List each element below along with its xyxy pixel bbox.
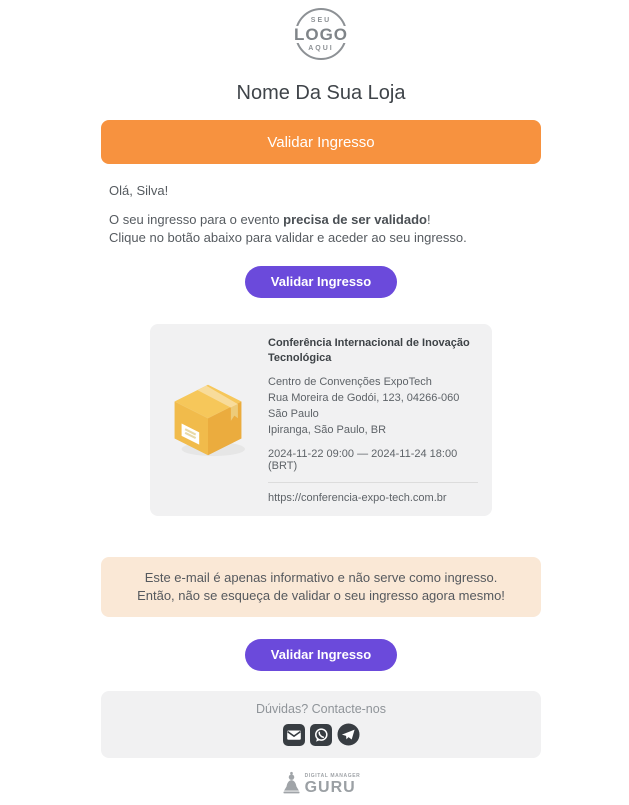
message-line1-suffix: !	[426, 212, 431, 227]
validate-ticket-button[interactable]: Validar Ingresso	[245, 266, 397, 298]
message-line2: Clique no botão abaixo para validar e aceder ao seu ingresso.	[109, 230, 467, 246]
logo-text-main: LOGO	[291, 26, 351, 43]
event-details	[268, 336, 478, 503]
logo-circle	[295, 8, 347, 60]
guru-small-text: DIGITAL MANAGER	[304, 773, 361, 780]
validate-ticket-button-2[interactable]: Validar Ingresso	[245, 639, 397, 671]
event-card	[150, 324, 492, 515]
guru-figure-icon	[282, 771, 301, 799]
contact-footer	[101, 691, 541, 758]
notice-line1: Este e-mail é apenas informativo e não serve como ingresso.	[144, 569, 498, 585]
contact-icons	[101, 723, 541, 746]
email-body	[101, 0, 541, 805]
card-divider	[268, 482, 478, 483]
notice-box	[101, 557, 541, 617]
logo-text-top: SEU	[310, 16, 332, 24]
guru-logo	[101, 771, 541, 805]
contact-text: Dúvidas? Contacte-nos	[256, 702, 386, 717]
header-banner-label: Validar Ingresso	[267, 133, 375, 151]
telegram-icon[interactable]	[337, 723, 360, 746]
event-street: Rua Moreira de Godói, 123, 04266-060 São Paulo	[268, 392, 460, 420]
event-district: Ipiranga, São Paulo, BR	[268, 423, 387, 436]
email-icon[interactable]	[283, 724, 305, 746]
whatsapp-icon[interactable]	[310, 724, 332, 746]
greeting-text: Olá, Silva!	[109, 183, 169, 198]
event-venue: Centro de Convenções ExpoTech	[268, 376, 432, 389]
header-banner	[101, 120, 541, 164]
logo-text-bottom: AQUI	[308, 44, 334, 52]
store-name: Nome Da Sua Loja	[236, 82, 406, 104]
guru-main-text: GURU	[304, 779, 356, 797]
event-title: Conferência Internacional de Inovação Tecnológica	[268, 337, 470, 365]
store-logo	[101, 8, 541, 60]
package-icon	[162, 379, 254, 461]
message-text	[109, 211, 533, 247]
message-line1-bold: precisa de ser validado	[283, 212, 427, 227]
event-datetime: 2024-11-22 09:00 — 2024-11-24 18:00 (BRT)	[268, 447, 458, 472]
event-website: https://conferencia-expo-tech.com.br	[268, 491, 447, 504]
message-line1-prefix: O seu ingresso para o evento	[109, 212, 284, 227]
message-content	[101, 183, 541, 247]
notice-line2: Então, não se esqueça de validar o seu ingresso agora mesmo!	[137, 588, 505, 603]
event-address	[268, 375, 478, 439]
